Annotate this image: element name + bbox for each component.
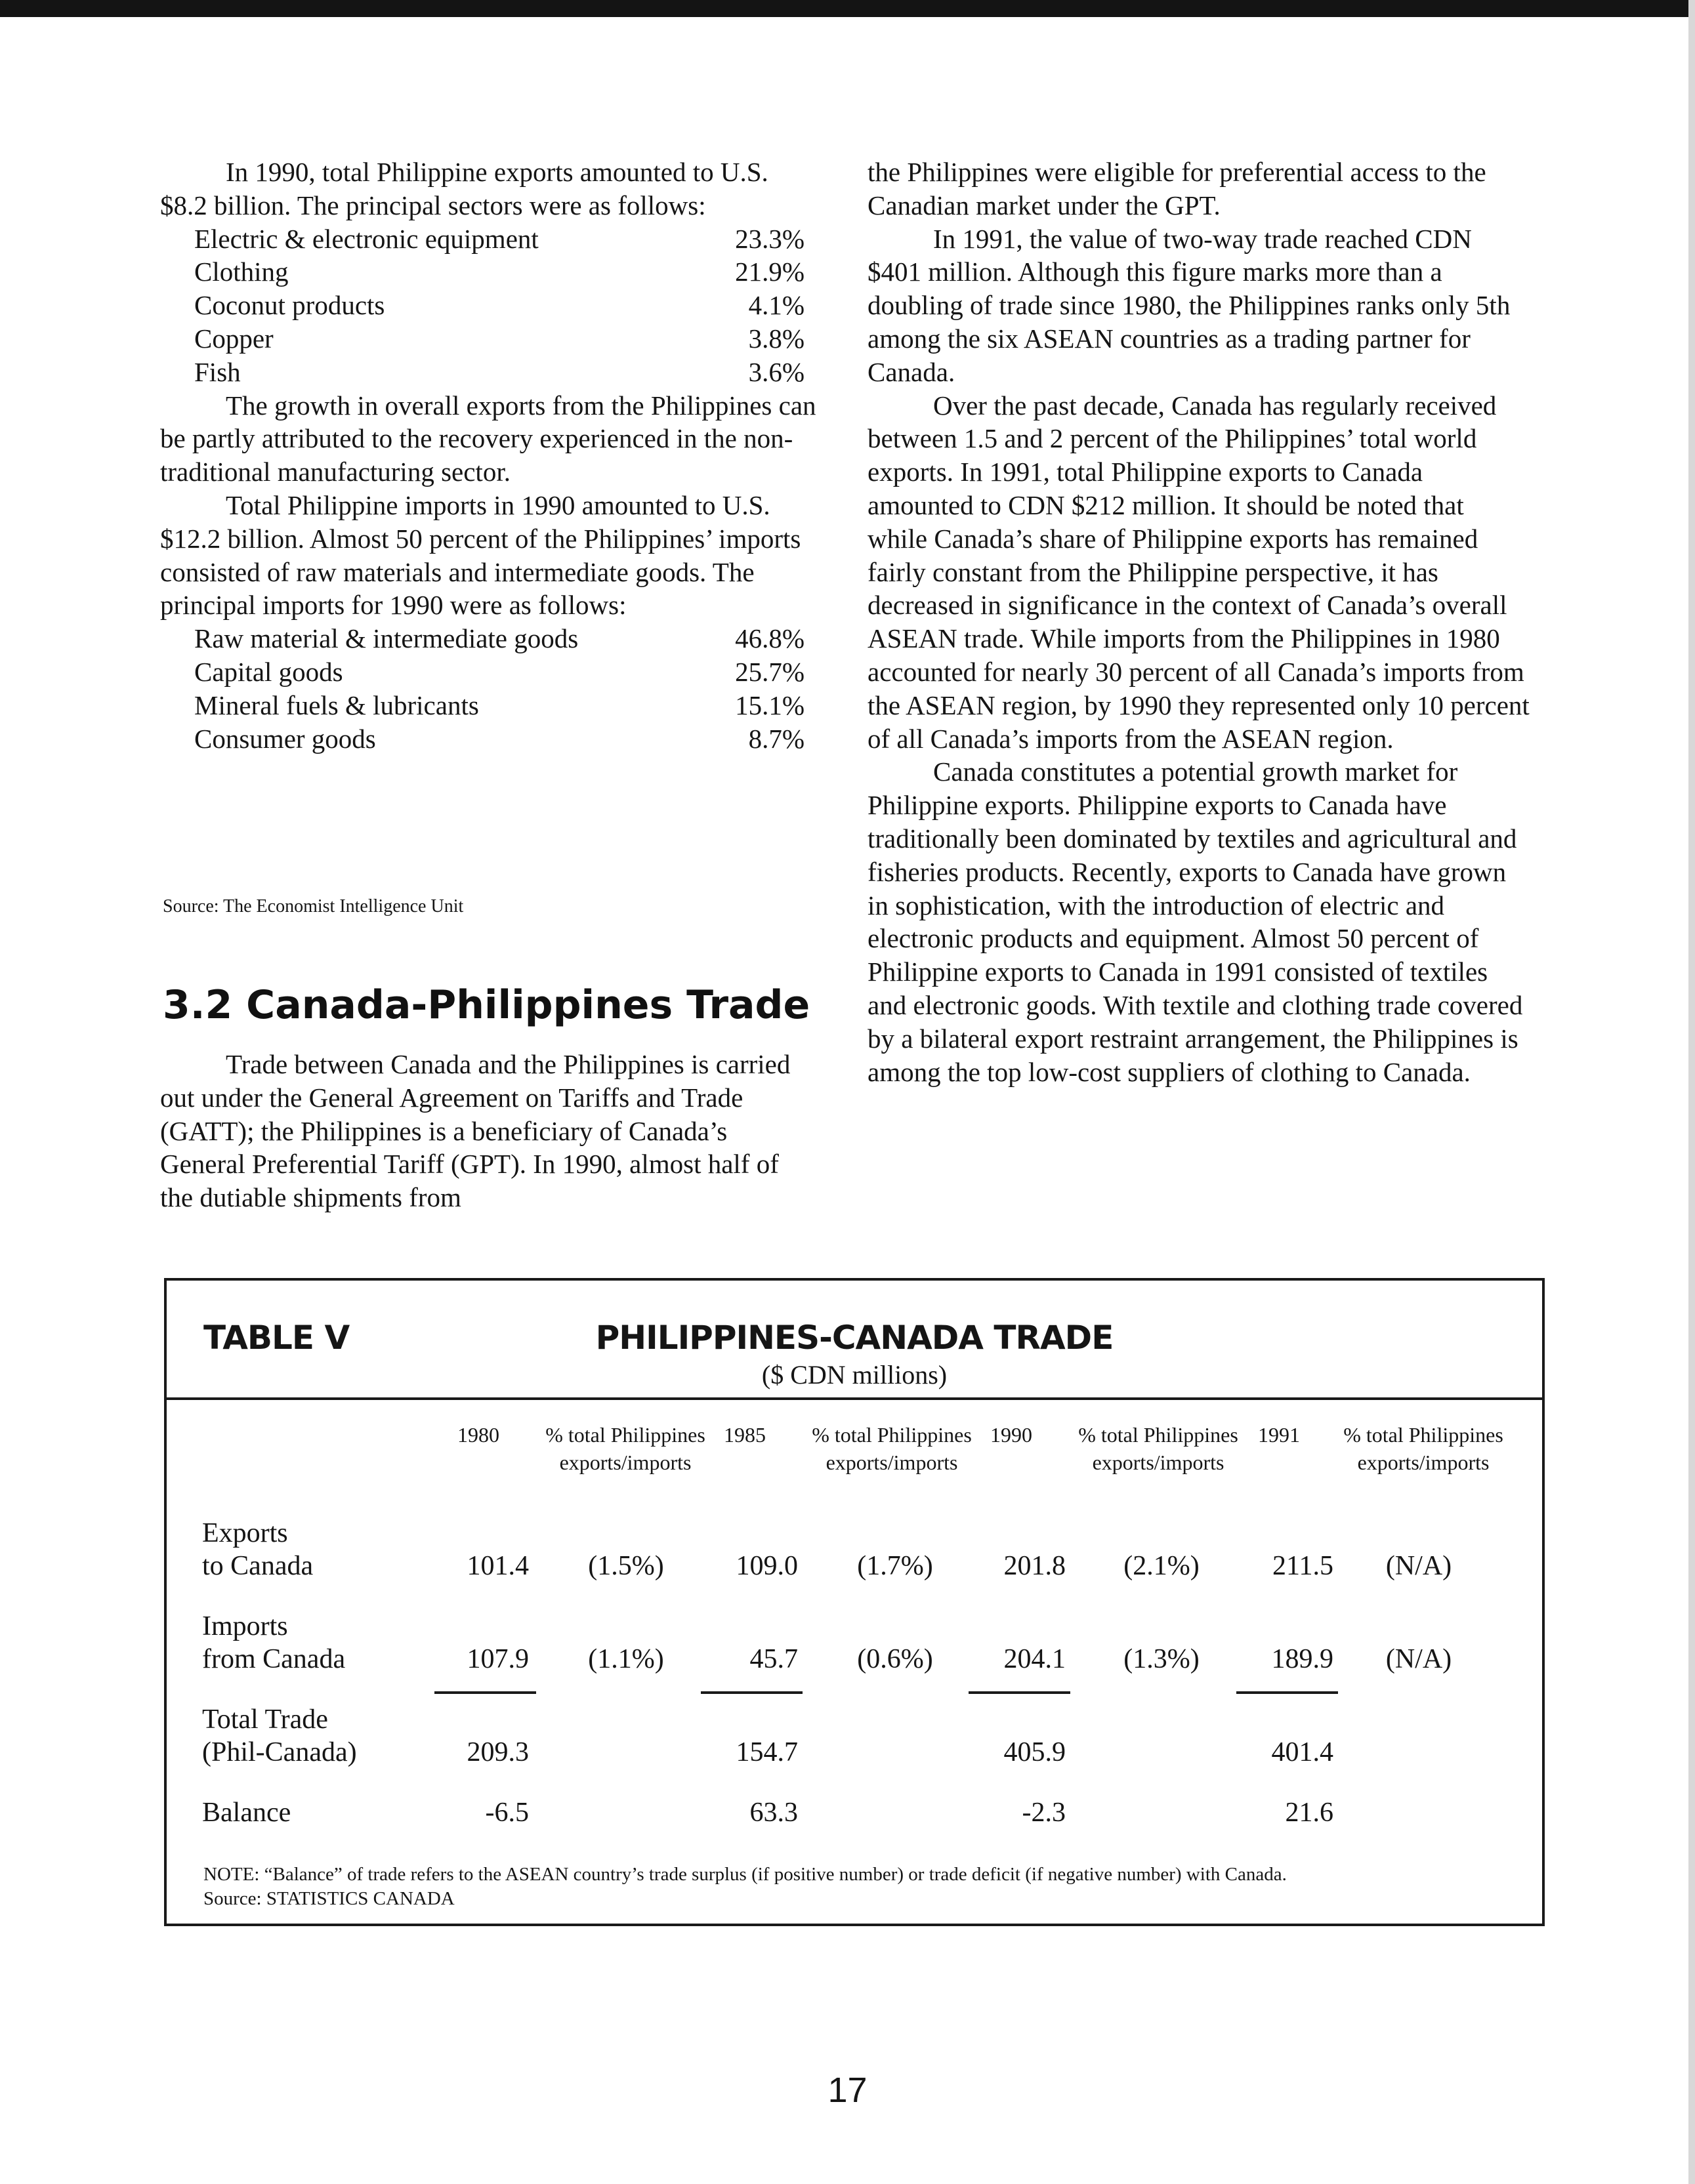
col-header-pct-1990 (1063, 1421, 1253, 1476)
balance-note: NOTE: “Balance” of trade refers to the ASEAN country’s trade surplus (if positive number) or trade deficit (if negative number) with Canada. (203, 1864, 1287, 1885)
table-source: Source: STATISTICS CANADA (203, 1888, 455, 1909)
row-label-line2: (Phil-Canada) (202, 1737, 357, 1767)
col-header-pct-1980 (530, 1421, 721, 1476)
table-cell: (2.1%) (1123, 1551, 1200, 1581)
pct-header-line1: % total Philippines (812, 1423, 972, 1447)
scan-top-border (0, 0, 1695, 17)
table-cell: (1.3%) (1123, 1644, 1200, 1674)
col-header-1985: 1985 (724, 1423, 766, 1447)
table-cell: 401.4 (1271, 1737, 1333, 1767)
sector-name: Capital goods (194, 656, 343, 687)
table-cell: 21.6 (1285, 1798, 1333, 1828)
sector-value: 4.1% (748, 290, 805, 321)
source-citation: Source: The Economist Intelligence Unit (163, 896, 464, 917)
sector-name: Fish (194, 356, 241, 387)
sector-name: Consumer goods (194, 723, 376, 754)
col-header-1980: 1980 (457, 1423, 499, 1447)
table-cell: 101.4 (467, 1551, 529, 1581)
row-label-line1: Total Trade (202, 1704, 328, 1735)
table-cell: (1.7%) (857, 1551, 933, 1581)
table-cell: 204.1 (1003, 1644, 1066, 1674)
growth-paragraph: The growth in overall exports from the Philippines can be partly attributed to the recovery experienced in the non-traditional manufacturing sector. (160, 390, 816, 487)
row-label-line1: Exports (202, 1518, 288, 1548)
sector-name: Coconut products (194, 290, 385, 321)
pct-header-line1: % total Philippines (545, 1423, 705, 1447)
col-header-pct-1991 (1328, 1421, 1518, 1476)
table-subtitle: ($ CDN millions) (761, 1360, 948, 1390)
sum-underline (1236, 1691, 1338, 1694)
list-item (194, 356, 805, 389)
table-cell: 154.7 (736, 1737, 798, 1767)
gatt-paragraph: Trade between Canada and the Philippines is carried out under the General Agreement on Tariffs and Trade (GATT); the Philippines is a beneficiary of Canada’s General Preferential Tariff (GPT). In 1990, almost half of the dutiable shipments from (160, 1049, 791, 1213)
sum-underline (701, 1691, 803, 1694)
row-label-exports (202, 1517, 313, 1582)
sector-value: 46.8% (735, 623, 805, 654)
list-item (194, 222, 805, 256)
export-sectors-list (194, 222, 805, 389)
table-cell: 45.7 (749, 1644, 798, 1674)
imports-intro-paragraph: Total Philippine imports in 1990 amounted to U.S. $12.2 billion. Almost 50 percent of the Philippines’ imports consisted of raw materials and intermediate goods. The principal imports for 1990 were as follows: (160, 489, 801, 621)
table-cell: -2.3 (1022, 1798, 1066, 1828)
list-item (194, 255, 805, 289)
col-header-pct-1985 (797, 1421, 987, 1476)
pct-header-line1: % total Philippines (1078, 1423, 1238, 1447)
sum-underline (969, 1691, 1070, 1694)
pct-header-line2: exports/imports (559, 1451, 692, 1474)
sector-value: 3.6% (748, 356, 805, 387)
import-sectors-list (194, 622, 805, 755)
list-item (194, 722, 805, 756)
sector-name: Copper (194, 323, 274, 354)
sector-value: 21.9% (735, 257, 805, 287)
right-column (868, 155, 1530, 1088)
pct-header-line1: % total Philippines (1343, 1423, 1503, 1447)
table-label: TABLE V (203, 1319, 350, 1357)
table-cell: 405.9 (1003, 1737, 1066, 1767)
table-note (203, 1863, 1287, 1911)
sector-name: Raw material & intermediate goods (194, 623, 579, 654)
pct-header-line2: exports/imports (1357, 1451, 1490, 1474)
list-item (194, 622, 805, 655)
col-header-1990: 1990 (990, 1423, 1032, 1447)
sector-value: 25.7% (735, 656, 805, 687)
table-cell: (N/A) (1385, 1644, 1452, 1674)
table-cell: (1.5%) (588, 1551, 664, 1581)
row-label-imports (202, 1610, 345, 1676)
exports-intro-paragraph: In 1990, total Philippine exports amounted to U.S. $8.2 billion. The principal sectors were as follows: (160, 157, 768, 220)
row-label-line1: Imports (202, 1611, 288, 1641)
row-label-balance: Balance (202, 1798, 291, 1828)
row-label-line2: from Canada (202, 1644, 346, 1674)
sector-value: 15.1% (735, 690, 805, 720)
section-body (160, 1048, 816, 1214)
page-number: 17 (827, 2071, 868, 2110)
sector-name: Electric & electronic equipment (194, 223, 539, 254)
table-cell: 189.9 (1271, 1644, 1333, 1674)
table-cell: (N/A) (1385, 1551, 1452, 1581)
list-item (194, 689, 805, 722)
sector-name: Mineral fuels & lubricants (194, 690, 479, 720)
sector-value: 8.7% (748, 723, 805, 754)
sector-value: 23.3% (735, 223, 805, 254)
two-way-trade-paragraph: In 1991, the value of two-way trade reached CDN $401 million. Although this figure marks more than a doubling of trade since 1980, the Philippines ranks only 5th among the six ASEAN countries as a trading partner for Canada. (868, 223, 1511, 387)
growth-market-paragraph: Canada constitutes a potential growth market for Philippine exports. Philippine exports to Canada have traditionally been dominated by textiles and agricultural and fisheries products. Recently, exports to Canada have grown in sophistication, with the introduction of electric and electronic products and equipment. Almost 50 percent of Philippine exports to Canada in 1991 consisted of textiles and electronic goods. With textile and clothing trade covered by a bilateral export restraint arrangement, the Philippines is among the top low-cost suppliers of clothing to Canada. (868, 756, 1523, 1087)
table-cell: 109.0 (736, 1551, 798, 1581)
col-header-1991: 1991 (1258, 1423, 1300, 1447)
table-divider (167, 1397, 1542, 1400)
list-item (194, 289, 805, 322)
row-label-line2: to Canada (202, 1551, 314, 1581)
sector-value: 3.8% (748, 323, 805, 354)
table-cell: 63.3 (749, 1798, 798, 1828)
table-cell: 107.9 (467, 1644, 529, 1674)
list-item (194, 322, 805, 356)
table-cell: -6.5 (485, 1798, 529, 1828)
pct-header-line2: exports/imports (826, 1451, 958, 1474)
table-cell: 209.3 (467, 1737, 529, 1767)
table-cell: (1.1%) (588, 1644, 664, 1674)
left-column (160, 155, 816, 755)
sum-underline (434, 1691, 536, 1694)
table-cell: 201.8 (1003, 1551, 1066, 1581)
sector-name: Clothing (194, 257, 289, 287)
row-label-total-trade (202, 1703, 357, 1769)
gpt-continuation-paragraph: the Philippines were eligible for preferential access to the Canadian market under the GPT. (868, 157, 1486, 220)
section-heading: 3.2 Canada-Philippines Trade (163, 982, 810, 1028)
export-share-paragraph: Over the past decade, Canada has regularly received between 1.5 and 2 percent of the Philippines’ total world exports. In 1991, total Philippine exports to Canada amounted to CDN $212 million. It should be noted that while Canada’s share of Philippine exports has remained fairly constant from the Philippine perspective, it has decreased in significance in the context of Canada’s overall ASEAN trade. While imports from the Philippines in 1980 accounted for nearly 30 percent of all Canada’s imports from the ASEAN region, by 1990 they represented only 10 percent of all Canada’s imports from the ASEAN region. (868, 390, 1530, 754)
scan-right-edge (1688, 0, 1695, 2184)
trade-table (164, 1278, 1545, 1926)
table-title: PHILIPPINES-CANADA TRADE (595, 1319, 1114, 1357)
pct-header-line2: exports/imports (1092, 1451, 1224, 1474)
table-cell: (0.6%) (857, 1644, 933, 1674)
table-cell: 211.5 (1272, 1551, 1333, 1581)
list-item (194, 655, 805, 689)
